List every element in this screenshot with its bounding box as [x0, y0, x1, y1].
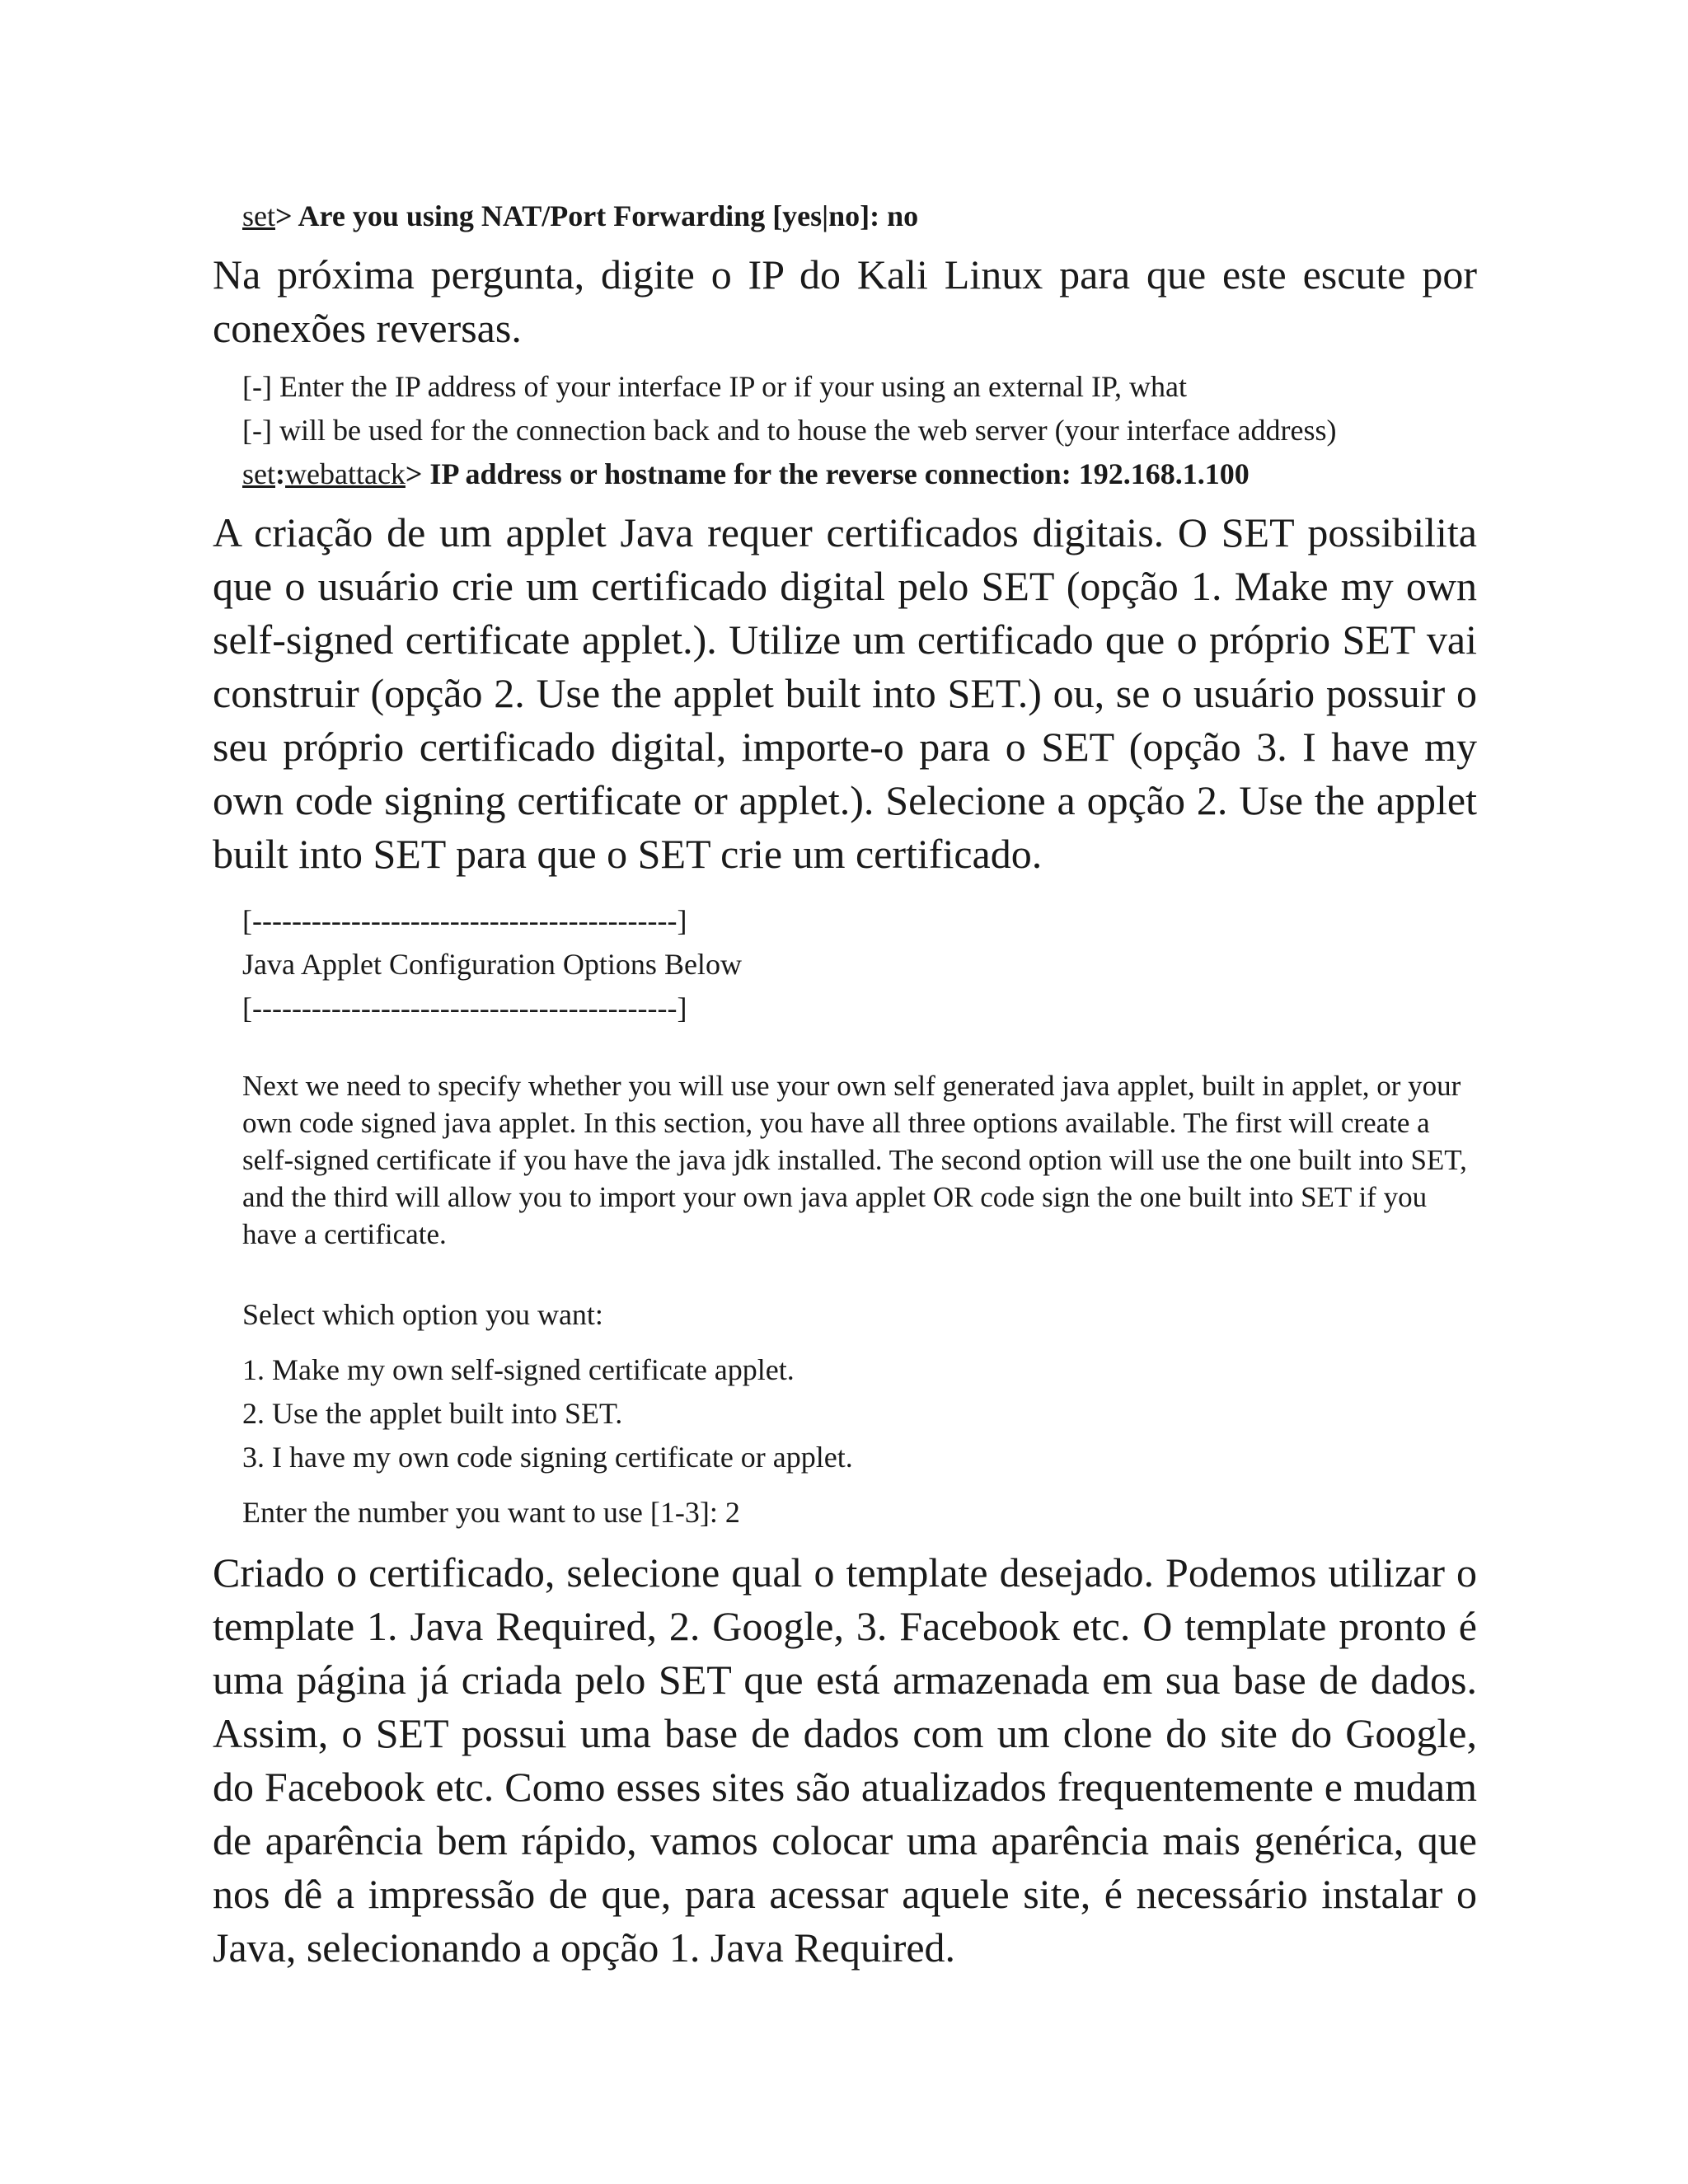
- ip-question: > IP address or hostname for the reverse connection: 192.168.1.100: [405, 457, 1250, 490]
- ip-prompt-line: [242, 452, 1477, 496]
- option-select-block: [242, 1293, 1477, 1535]
- nat-question: > Are you using NAT/Port Forwarding [yes|no]: no: [275, 199, 919, 232]
- paragraph-java-applet: A criação de um applet Java requer certificados digitais. O SET possibilita que o usuário crie um certificado digital pelo SET (opção 1. Make my own self-signed certificate applet.). Utilize um certificado que o próprio SET vai construir (opção 2. Use the applet built into SET.) ou, se o usuário possuir o seu próprio certificado digital, importe-o para o SET (opção 3. I have my own code signing certificate or applet.). Selecione a opção 2. Use the applet built into SET para que o SET crie um certificado.: [213, 509, 1477, 877]
- option-2: 2. Use the applet built into SET.: [242, 1397, 623, 1430]
- paragraph-template: Criado o certificado, selecione qual o template desejado. Podemos utilizar o template 1. Java Required, 2. Google, 3. Facebook etc. O template pronto é uma página já criada pelo SET que está armazenada em sua base de dados. Assim, o SET possui uma base de dados com um clone do site do Google, do Facebook etc. Como esses sites são atualizados frequentemente e mudam de aparência bem rápido, vamos colocar uma aparência mais genérica, que nos dê a impressão de que, para acessar aquele site, é necessário instalar o Java, selecionando a opção 1. Java Required.: [213, 1549, 1477, 1971]
- option-1: 1. Make my own self-signed certificate applet.: [242, 1353, 795, 1386]
- ip-info-line-2: [-] will be used for the connection back and to house the web server (your interface address): [242, 414, 1337, 447]
- set-prefix: set: [242, 199, 275, 232]
- colon-separator: :: [275, 457, 285, 490]
- option-3: 3. I have my own code signing certificate or applet.: [242, 1441, 853, 1474]
- applet-config-block: [242, 899, 1477, 1030]
- ip-prompt-block: [242, 365, 1477, 496]
- config-description: Next we need to specify whether you will use your own self generated java applet, built in applet, or your own code signed java applet. In this section, you have all three options available. The first will create a self-signed certificate if you have the java jdk installed. The second option will use the one built into SET, and the third will allow you to import your own java applet OR code sign the one built into SET if you have a certificate.: [242, 1070, 1467, 1250]
- nat-prompt-block: [242, 194, 1477, 238]
- set-prefix: set: [242, 457, 275, 490]
- ip-info-line-1: [-] Enter the IP address of your interface IP or if your using an external IP, what: [242, 370, 1187, 403]
- select-prompt: Select which option you want:: [242, 1298, 603, 1331]
- webattack-prefix: webattack: [285, 457, 406, 490]
- divider-bottom: [-------------------------------------------]: [242, 991, 687, 1024]
- nat-prompt-line: [242, 194, 1477, 238]
- enter-number-prompt: Enter the number you want to use [1-3]: 2: [242, 1496, 740, 1529]
- paragraph-reverse-ip: Na próxima pergunta, digite o IP do Kali Linux para que este escute por conexões reversas.: [213, 251, 1477, 351]
- config-heading: Java Applet Configuration Options Below: [242, 948, 742, 981]
- divider-top: [-------------------------------------------]: [242, 904, 687, 937]
